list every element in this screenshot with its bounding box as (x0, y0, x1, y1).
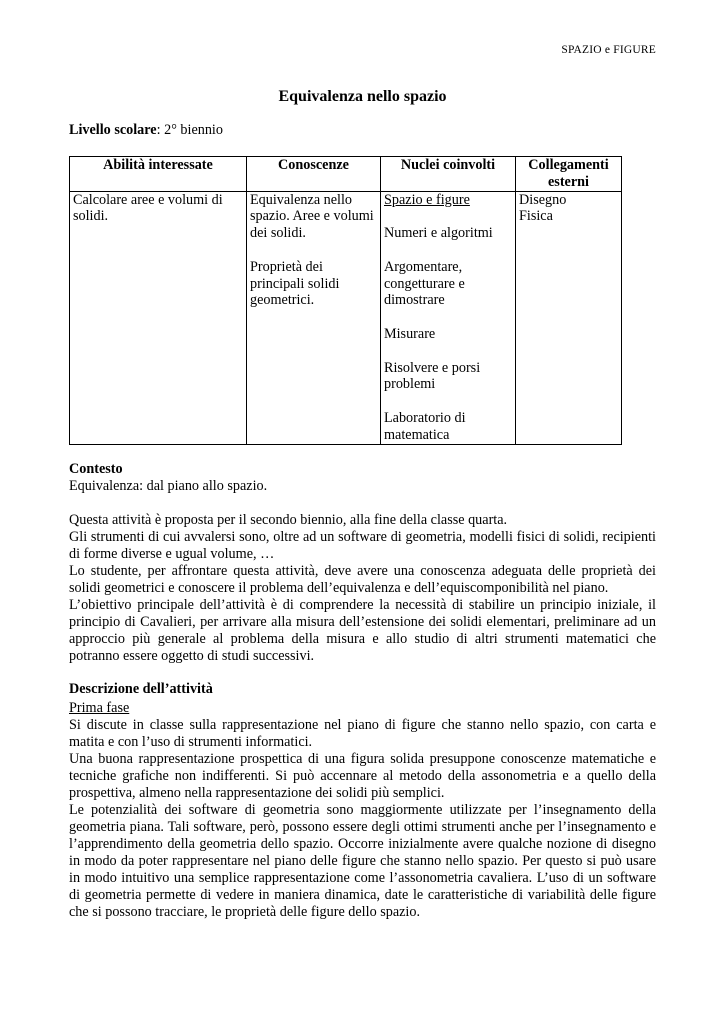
descrizione-paragraph: Le potenzialità dei software di geometria sono maggiormente utilizzate per l’insegnamento della geometria piana. Tali software, però, possono essere degli ottimi strumenti anche per l’insegnamento e l’apprendimento della geometria dello spazio. Occorre inizialmente avere qualche nozione di disegno in modo da poter rappresentare nel piano delle figure che stanno nello spazio. Per questo si può usare in modo intuitivo una semplice rappresentazione come l’assonometria cavaliera. L’uso di un software di geometria permette di vedere in maniera dinamica, date le caratteristiche di variabilità delle figure che si possono tracciare, le proprietà delle figure dello spazio. (69, 802, 656, 920)
nucleo-item: Laboratorio di matematica (384, 409, 466, 443)
descrizione-section (69, 681, 656, 921)
collegamento-item: Fisica (519, 208, 553, 225)
header-abilita: Abilità interessate (70, 157, 247, 192)
header-conoscenze: Conoscenze (247, 157, 381, 192)
conoscenze-item: Proprietà dei principali solidi geometrici. (250, 258, 340, 309)
contesto-paragraph: L’obiettivo principale dell’attività è di comprendere la necessità di stabilire un principio iniziale, il principio di Cavalieri, per arrivare alla misura dell’estensione dei solidi elementari, preliminare ad un approccio più generale al problema della misura e allo studio di altri strumenti matematici che potranno essere oggetto di studi successivi. (69, 597, 656, 664)
collegamento-item: Disegno (519, 191, 567, 208)
running-header: SPAZIO e FIGURE (561, 44, 656, 56)
contesto-heading: Contesto (69, 461, 123, 477)
cell-abilita (70, 191, 247, 444)
header-nuclei: Nuclei coinvolti (381, 157, 516, 192)
abilita-text: Calcolare aree e volumi di solidi. (73, 191, 223, 225)
contesto-paragraph: Gli strumenti di cui avvalersi sono, oltre ad un software di geometria, modelli fisici di solidi, recipienti di forme diverse e ugual volume, … (69, 529, 656, 562)
level-label: Livello scolare (69, 122, 157, 138)
table-header-row (70, 157, 622, 192)
nucleo-item: Misurare (384, 325, 436, 342)
conoscenze-item: Equivalenza nello spazio. Aree e volumi dei solidi. (250, 191, 374, 242)
cell-conoscenze (247, 191, 381, 444)
contesto-paragraph: Questa attività è proposta per il secondo biennio, alla fine della classe quarta. (69, 512, 508, 528)
nucleo-item: Spazio e figure (384, 191, 470, 208)
page-title: Equivalenza nello spazio (278, 88, 447, 105)
descrizione-heading: Descrizione dell’attività (69, 681, 213, 697)
contesto-subtitle: Equivalenza: dal piano allo spazio. (69, 478, 268, 494)
contesto-paragraph: Lo studente, per affrontare questa attività, deve avere una conoscenza adeguata delle proprietà dei solidi geometrici e conoscere il problema dell’equivalenza e dell’equiscomponibilità nel piano. (69, 563, 656, 596)
level-line (69, 122, 223, 139)
nucleo-item: Numeri e algoritmi (384, 225, 493, 242)
cell-collegamenti (516, 191, 622, 444)
descrizione-paragraph: Si discute in classe sulla rappresentazione nel piano di figure che stanno nello spazio, con carta e matita e con l’uso di strumenti informatici. (69, 717, 656, 750)
descrizione-paragraph: Una buona rappresentazione prospettica di una figura solida presuppone conoscenze matematiche e tecniche grafiche non indifferenti. Si può accennare al metodo della assonometria e a quello della prospettiva, almeno nella rappresentazione dei solidi più semplici. (69, 751, 656, 801)
nucleo-item: Risolvere e porsi problemi (384, 359, 481, 393)
contesto-section (69, 461, 656, 665)
level-value: : 2° biennio (156, 122, 223, 138)
competence-table (69, 156, 622, 445)
nucleo-item: Argomentare, congetturare e dimostrare (384, 258, 465, 309)
header-collegamenti: Collegamenti esterni (516, 157, 622, 192)
cell-nuclei (381, 191, 516, 444)
phase-title: Prima fase (69, 700, 130, 716)
table-row (70, 191, 622, 444)
